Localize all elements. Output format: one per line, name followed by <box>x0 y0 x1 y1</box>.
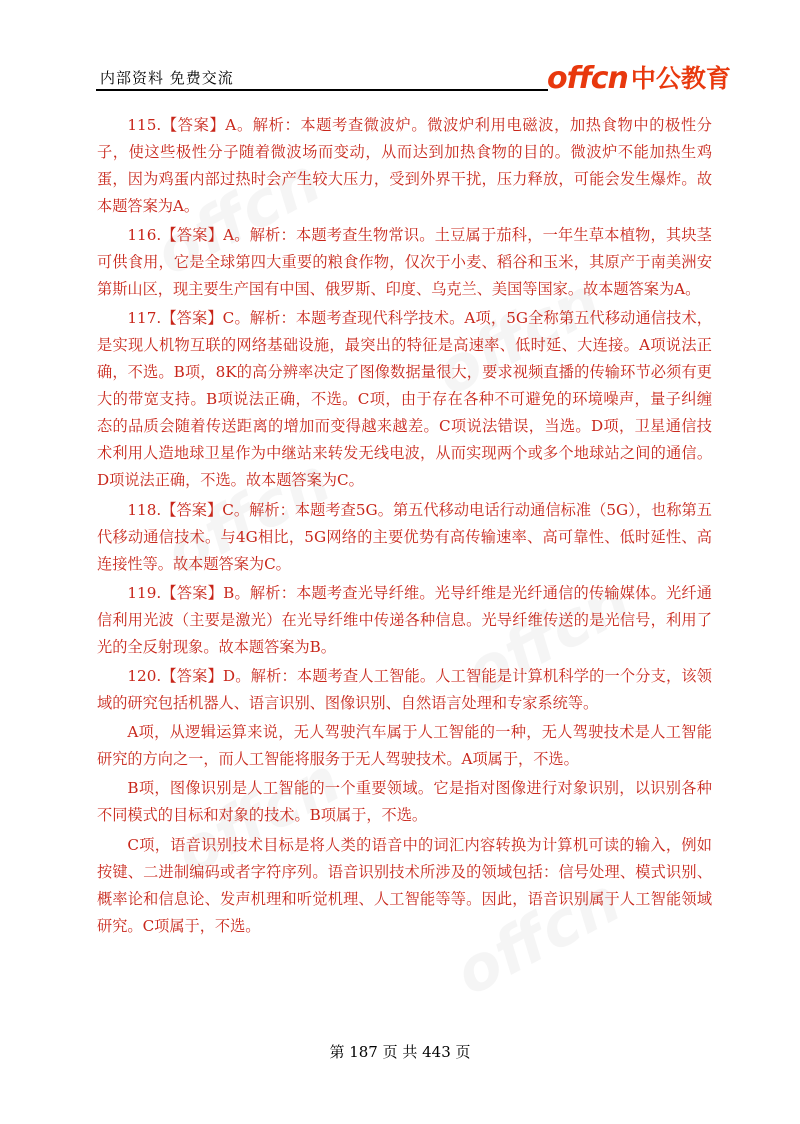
paragraph-116: 116.【答案】A。解析：本题考查生物常识。土豆属于茄科，一年生草本植物，其块茎可供食用，它是全球第四大重要的粮食作物，仅次于小麦、稻谷和玉米，其原产于南美洲安第斯山区，现主要生产国有中国、俄罗斯、印度、乌克兰、美国等国家。故本题答案为A。 <box>97 226 712 299</box>
paragraph-119: 119.【答案】B。解析：本题考查光导纤维。光导纤维是光纤通信的传输媒体。光纤通信利用光波（主要是激光）在光导纤维中传递各种信息。光导纤维传送的是光信号，利用了光的全反射现象。故本题答案为B。 <box>97 583 712 656</box>
paragraph-117: 117.【答案】C。解析：本题考查现代科学技术。A项，5G全称第五代移动通信技术，是实现人机物互联的网络基础设施，最突出的特征是高速率、低时延、大连接。A项说法正确，不选。B项，8K的高分辨率决定了图像数据量很大，要求视频直播的传输环节必须有更大的带宽支持。B项说法正确，不选。C项，由于存在各种不可避免的环境噪声，量子纠缠态的品质会随着传送距离的增加而变得越来越差。C项说法错误，当选。D项，卫星通信技术利用人造地球卫星作为中继站来转发无线电波，从而实现两个或多个地球站之间的通信。D项说法正确，不选。故本题答案为C。 <box>97 309 712 490</box>
paragraph-120: 120.【答案】D。解析：本题考查人工智能。人工智能是计算机科学的一个分支，该领域的研究包括机器人、语言识别、图像识别、自然语言处理和专家系统等。 <box>97 666 712 712</box>
paragraph-115: 115.【答案】A。解析：本题考查微波炉。微波炉利用电磁波，加热食物中的极性分子，使这些极性分子随着微波场而变动，从而达到加热食物的目的。微波炉不能加热生鸡蛋，因为鸡蛋内部过热时会产生较大压力，受到外界干扰，压力释放，可能会发生爆炸。故本题答案为A。 <box>97 116 712 215</box>
header-label: 内部资料 免费交流 <box>100 69 234 87</box>
logo-text-en: offcn <box>547 61 628 96</box>
brand-logo <box>547 60 731 94</box>
paragraph-120-option-b: B项，图像识别是人工智能的一个重要领域。它是指对图像进行对象识别，以识别各种不同模式的目标和对象的技术。B项属于，不选。 <box>97 779 712 825</box>
header-rule <box>96 89 548 91</box>
paragraph-120-option-c: C项，语音识别技术目标是将人类的语音中的词汇内容转换为计算机可读的输入，例如按键、二进制编码或者字符序列。语音识别技术所涉及的领域包括：信号处理、模式识别、概率论和信息论、发声机理和听觉机理、人工智能等等。因此，语音识别属于人工智能领域研究。C项属于，不选。 <box>97 835 712 935</box>
page-number: 第 187 页 共 443 页 <box>329 1043 471 1061</box>
paragraph-118: 118.【答案】C。解析：本题考查5G。第五代移动电话行动通信标准（5G），也称第五代移动通信技术。与4G相比，5G网络的主要优势有高传输速率、高可靠性、低时延性、高连接性等。故本题答案为C。 <box>97 500 712 573</box>
paragraph-120-option-a: A项，从逻辑运算来说，无人驾驶汽车属于人工智能的一种，无人驾驶技术是人工智能研究的方向之一，而人工智能将服务于无人驾驶技术。A项属于，不选。 <box>97 723 712 769</box>
logo-text-cn: 中公教育 <box>630 64 731 93</box>
answer-content <box>97 112 712 942</box>
